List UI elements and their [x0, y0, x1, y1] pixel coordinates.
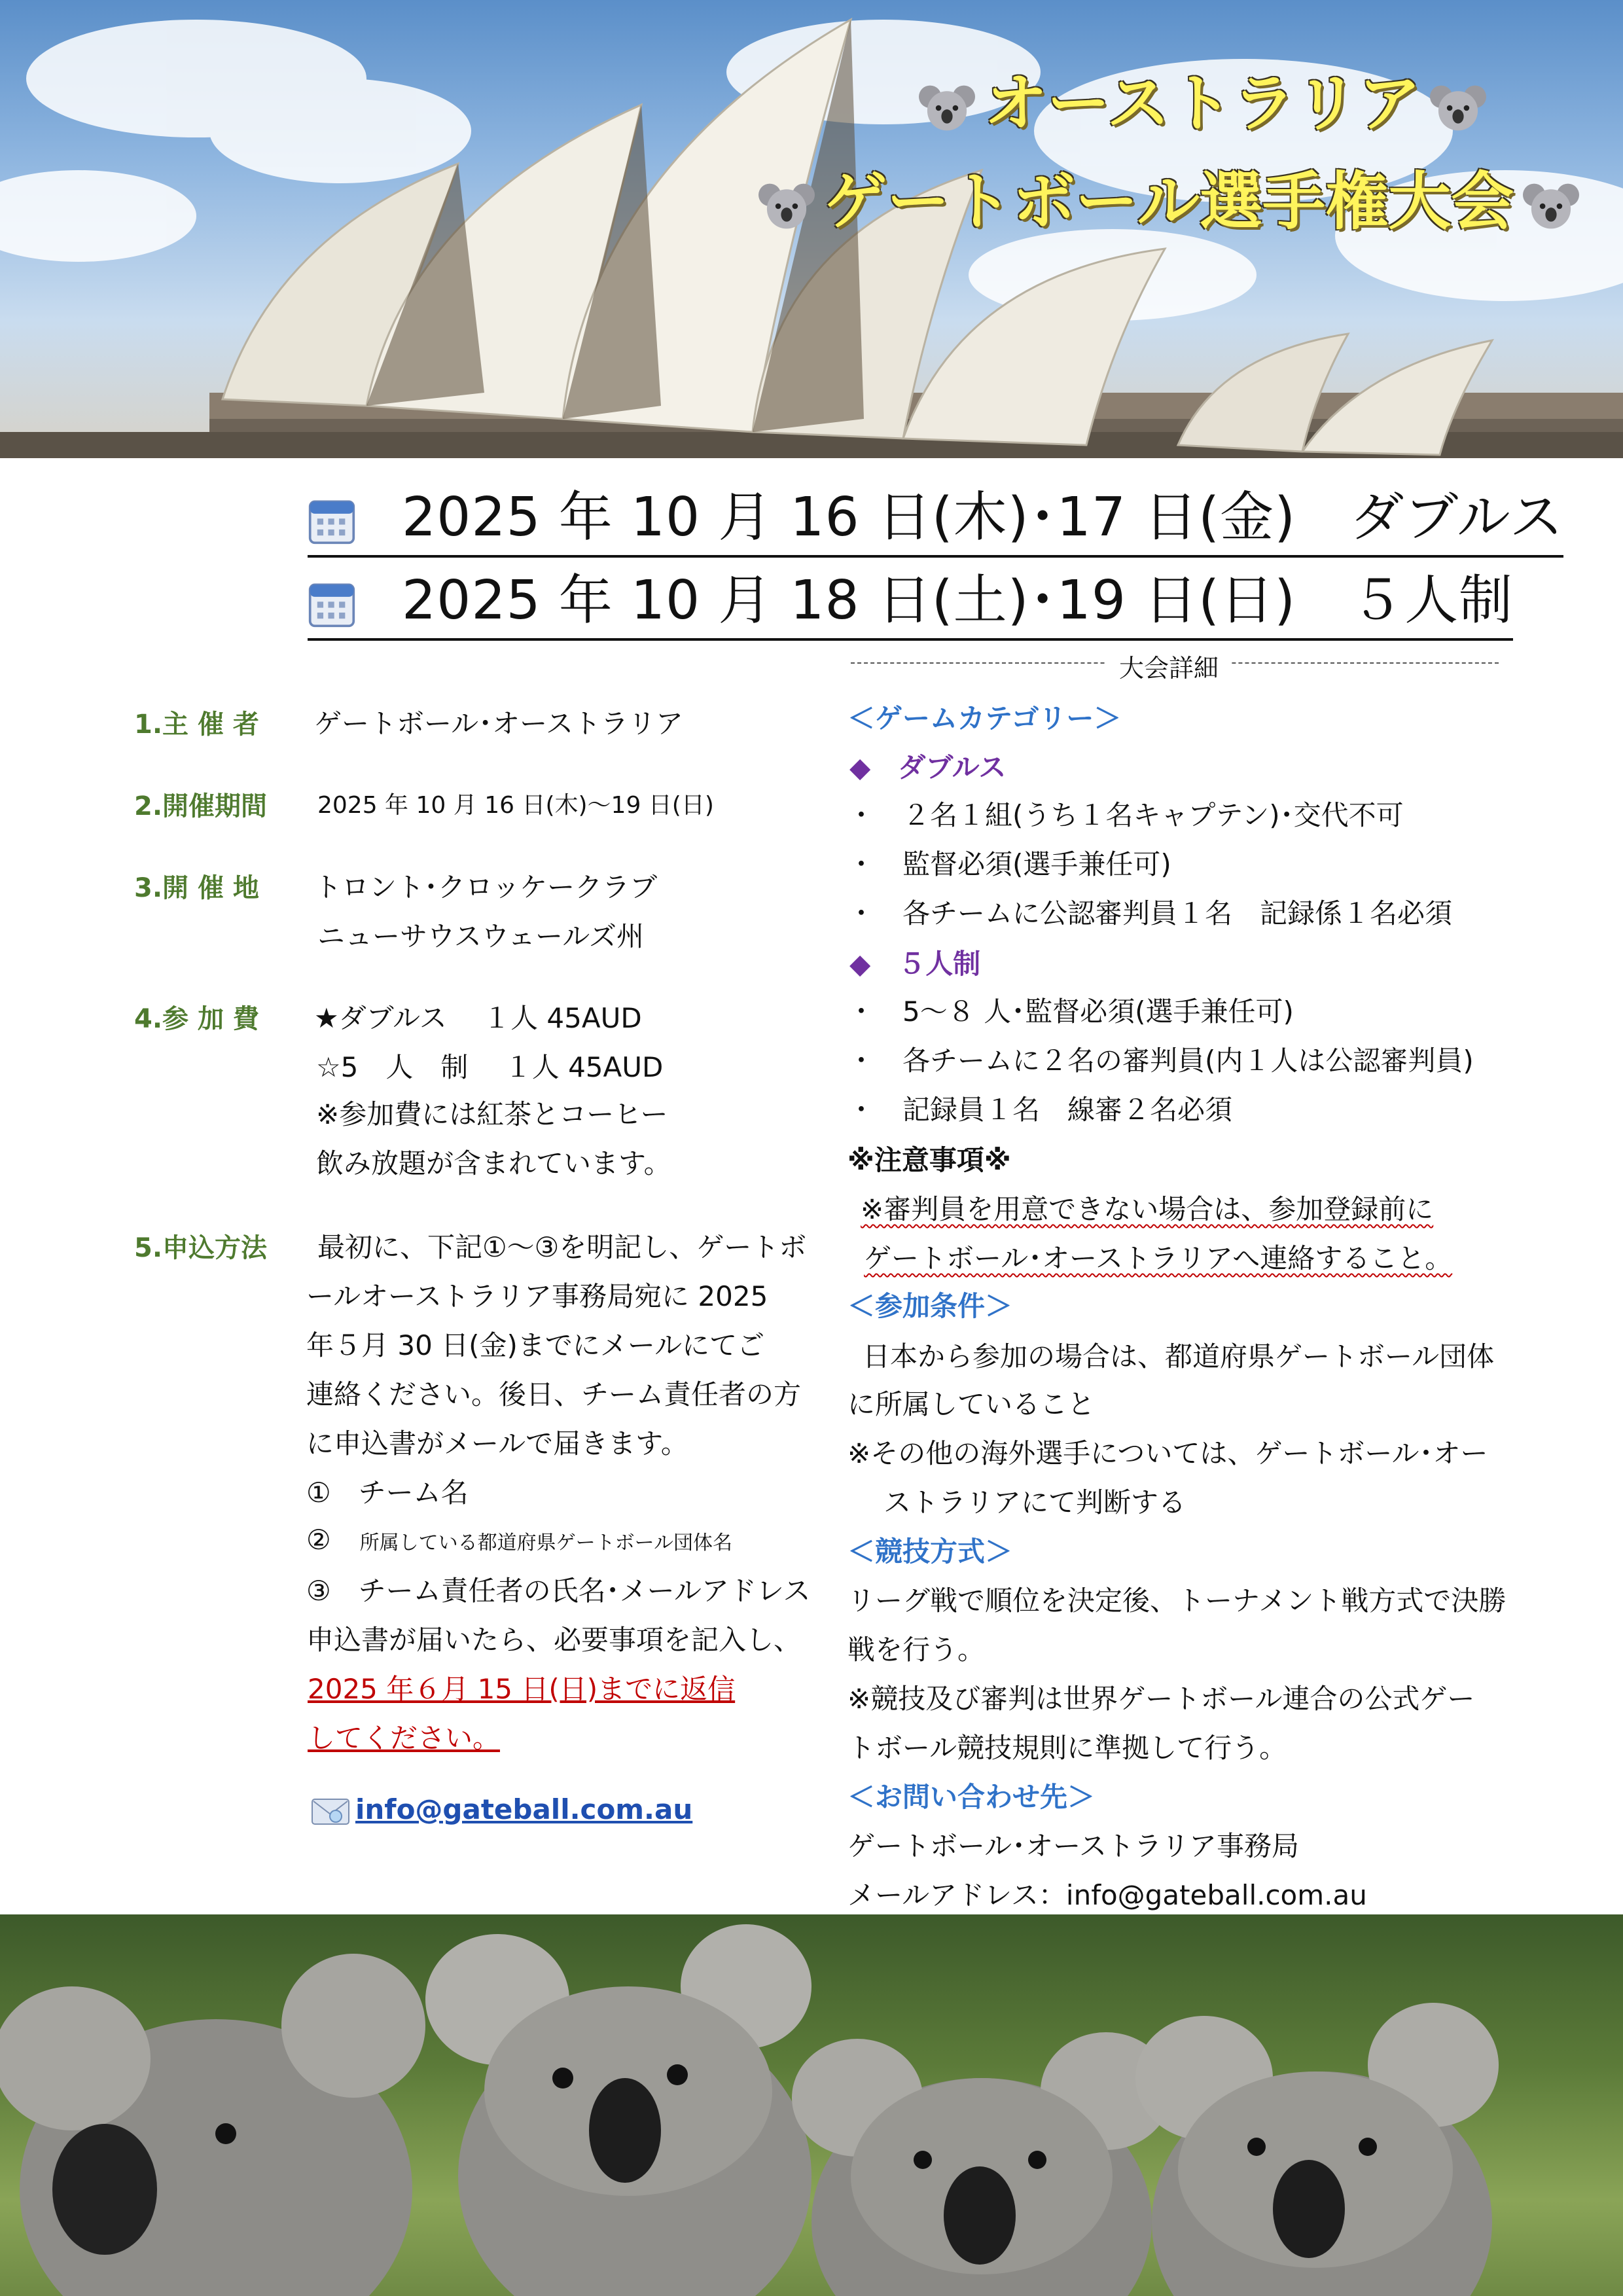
fee-line-3: ※参加費には紅茶とコーヒー: [316, 1098, 668, 1130]
apply-line-2: ールオーストラリア事務局宛に 2025: [306, 1280, 768, 1312]
conditions-line-1: 日本から参加の場合は、都道府県ゲートボール団体: [863, 1340, 1495, 1372]
fee-label: 4.参 加 費: [134, 1004, 259, 1034]
title-line-2: [749, 152, 1588, 242]
date-text-doubles: 2025 年 10 月 16 日(木)･17 日(金) ダブルス: [402, 486, 1564, 548]
doubles-item-3: ・ 各チームに公認審判員１名 記録係１名必須: [847, 897, 1453, 929]
title-line-1-text: オーストラリア: [984, 67, 1421, 140]
date-line-doubles: [308, 475, 1563, 558]
apply-item-3: ③ チーム責任者の氏名･メールアドレス: [306, 1575, 811, 1607]
apply-item-1: ① チーム名: [306, 1477, 469, 1509]
deadline-line-2: してください。: [308, 1722, 501, 1754]
format-line-3: ※競技及び審判は世界ゲートボール連合の公式ゲー: [847, 1683, 1475, 1715]
conditions-line-4: ストラリアにて判断する: [883, 1486, 1186, 1518]
doubles-heading: ◆ ダブルス: [849, 751, 1007, 783]
apply-line-4: 連絡ください。後日、チーム責任者の方: [306, 1378, 802, 1410]
five-heading: ◆ ５人制: [849, 948, 981, 980]
contact-heading: ＜お問い合わせ先＞: [847, 1781, 1096, 1813]
organizer-value: ゲートボール･オーストラリア: [314, 708, 684, 740]
apply-line-6: 申込書が届いたら、必要事項を記入し、: [306, 1624, 802, 1656]
conditions-line-2: に所属していること: [847, 1388, 1096, 1420]
notes-line-1: ※審判員を用意できない場合は、参加登録前に: [861, 1193, 1434, 1225]
section-title: 大会詳細: [1106, 648, 1232, 684]
format-line-2: 戦を行う。: [847, 1634, 986, 1666]
calendar-icon: [308, 497, 356, 545]
koalas-illustration: [0, 1914, 1623, 2296]
title-line-1: [910, 54, 1495, 143]
apply-label: 5.申込方法: [134, 1233, 268, 1263]
email-row: [311, 1793, 692, 1827]
five-item-2: ・ 各チームに２名の審判員(内１人は公認審判員): [847, 1045, 1474, 1077]
koala-icon: [919, 80, 975, 136]
header-banner-photo: [0, 0, 1623, 458]
doubles-item-2: ・ 監督必須(選手兼任可): [847, 848, 1171, 880]
format-heading: ＜競技方式＞: [847, 1535, 1013, 1568]
format-line-4: トボール競技規則に準拠して行う。: [847, 1732, 1287, 1764]
venue-line-1: トロント･クロッケークラブ: [314, 871, 658, 903]
apply-line-3: 年５月 30 日(金)までにメールにてご: [306, 1329, 765, 1361]
apply-line-1: 最初に、下記①～③を明記し、ゲートボ: [317, 1231, 807, 1263]
deadline-line-1: 2025 年６月 15 日(日)までに返信: [308, 1673, 736, 1705]
doubles-item-1: ・ ２名１組(うち１名キャプテン)･交代不可: [847, 799, 1404, 831]
five-item-1: ・ 5～８ 人･監督必須(選手兼任可): [847, 996, 1294, 1028]
venue-line-2: ニューサウスウェールズ州: [317, 920, 644, 952]
email-link[interactable]: info@gateball.com.au: [355, 1793, 693, 1825]
period-label: 2.開催期間: [134, 791, 268, 821]
five-item-3: ・ 記録員１名 線審２名必須: [847, 1094, 1233, 1126]
fee-line-4: 飲み放題が含まれています。: [316, 1147, 671, 1179]
koala-photo: [0, 1914, 1623, 2296]
conditions-line-3: ※その他の海外選手については、ゲートボール･オー: [847, 1437, 1488, 1469]
venue-label: 3.開 催 地: [134, 873, 259, 903]
format-line-1: リーグ戦で順位を決定後、トーナメント戦方式で決勝: [847, 1585, 1507, 1617]
date-text-five: 2025 年 10 月 18 日(土)･19 日(日) ５人制: [402, 569, 1514, 632]
date-line-five: [308, 558, 1513, 641]
fee-line-1: ★ダブルス １人 45AUD: [314, 1002, 642, 1034]
koala-icon: [1523, 178, 1579, 234]
organizer-label: 1.主 催 者: [134, 709, 259, 740]
calendar-icon: [308, 580, 356, 628]
fee-line-2: ☆5 人 制 １人 45AUD: [316, 1051, 664, 1083]
apply-item-2-number: ②: [306, 1524, 331, 1556]
notes-line-2: ゲートボール･オーストラリアへ連絡すること。: [864, 1242, 1453, 1274]
koala-icon: [1430, 80, 1486, 136]
period-value: 2025 年 10 月 16 日(木)～19 日(日): [317, 792, 714, 819]
notes-heading: ※注意事項※: [847, 1144, 1011, 1176]
game-category-heading: ＜ゲームカテゴリー＞: [847, 702, 1122, 734]
apply-line-5: に申込書がメールで届きます。: [306, 1427, 688, 1460]
envelope-icon: [311, 1797, 350, 1827]
conditions-heading: ＜参加条件＞: [847, 1290, 1013, 1322]
contact-line-2: メールアドレス：info@gateball.com.au: [847, 1879, 1367, 1911]
contact-line-1: ゲートボール･オーストラリア事務局: [847, 1830, 1300, 1862]
apply-item-2: [306, 1524, 732, 1556]
title-line-2-text: ゲートボール選手権大会: [824, 165, 1514, 238]
koala-icon: [758, 178, 815, 234]
apply-item-2-text: 所属している都道府県ゲートボール団体名: [359, 1532, 733, 1554]
